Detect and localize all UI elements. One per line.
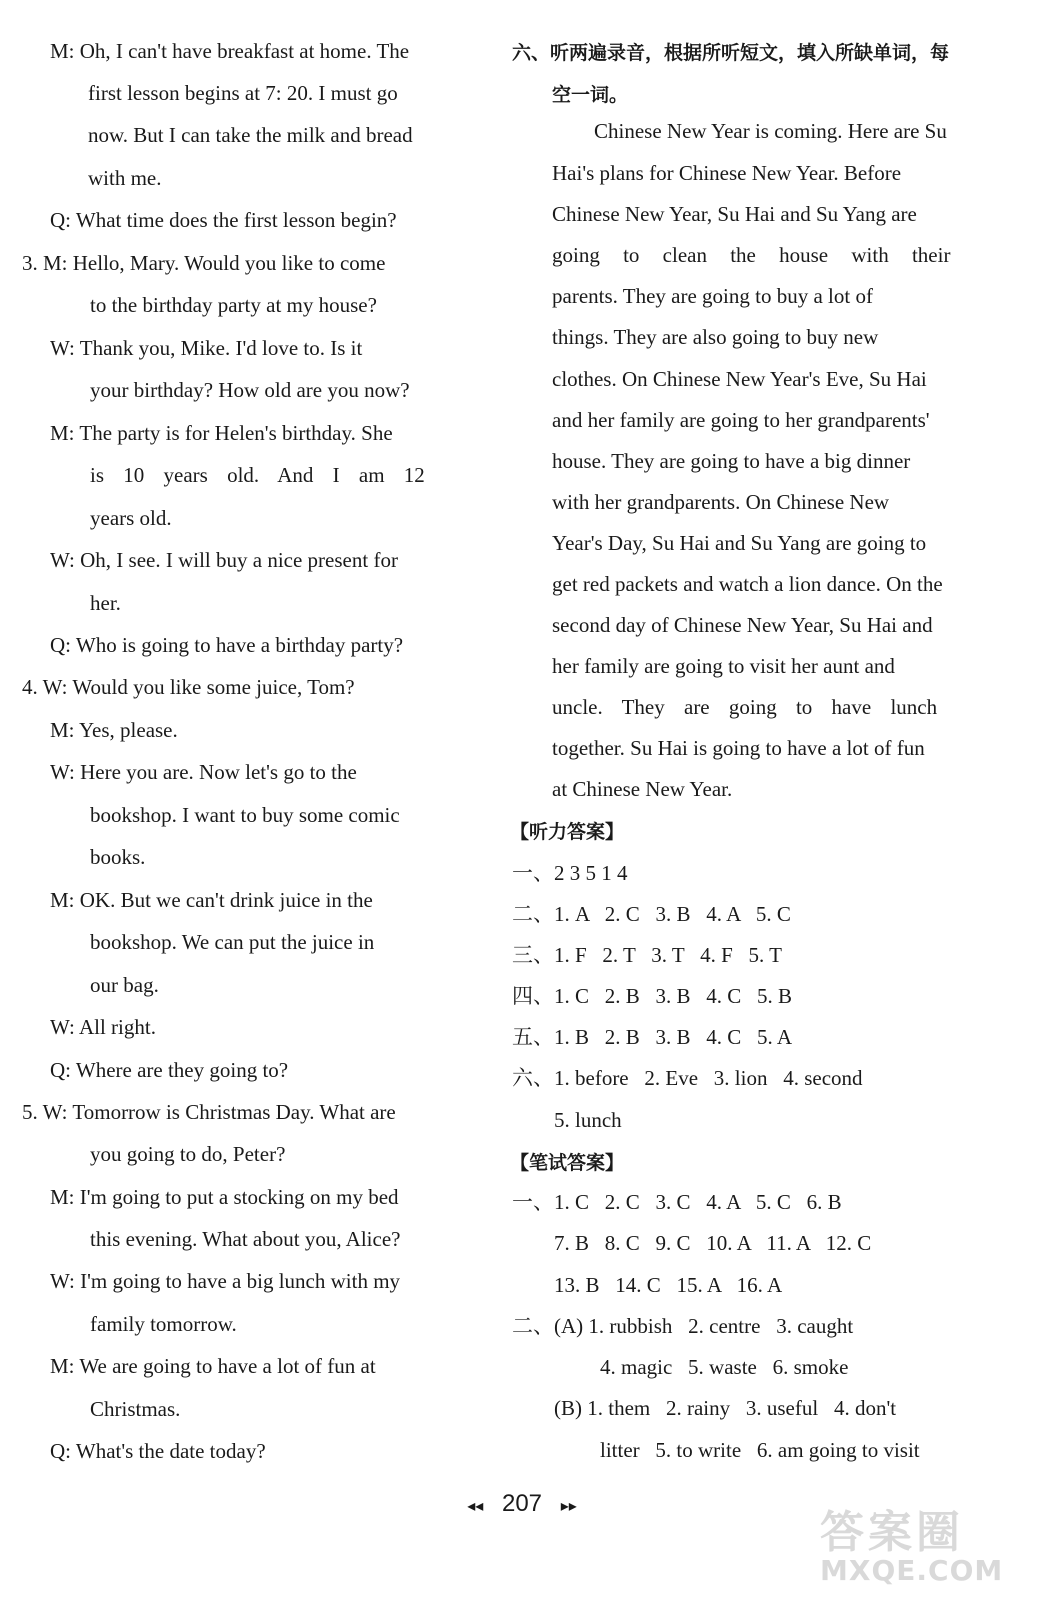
dialogue-line: books. — [90, 845, 146, 869]
dialogue-item-3: 3. M: Hello, Mary. Would you like to come — [22, 251, 386, 275]
dialogue-line: M: Yes, please. — [50, 718, 178, 742]
question-line: Q: What time does the first lesson begin? — [50, 208, 397, 232]
dialogue-line: is 10 years old. And I am 12 — [90, 463, 425, 487]
dialogue-line: M: We are going to have a lot of fun at — [50, 1354, 376, 1378]
answer-row: 五、1. B 2. B 3. B 4. C 5. A — [512, 1025, 793, 1049]
dialogue-item-5: 5. W: Tomorrow is Christmas Day. What are — [22, 1100, 396, 1124]
passage-line: things. They are also going to buy new — [552, 325, 879, 349]
prev-arrows-icon: ◂◂ — [467, 1498, 484, 1515]
passage-line: uncle. They are going to have lunch — [552, 695, 938, 719]
passage-line: and her family are going to her grandparents' — [552, 408, 930, 432]
dialogue-line: this evening. What about you, Alice? — [90, 1227, 401, 1251]
passage-line: at Chinese New Year. — [552, 777, 733, 801]
passage-line: clothes. On Chinese New Year's Eve, Su Hai — [552, 367, 927, 391]
dialogue-line: M: OK. But we can't drink juice in the — [50, 888, 373, 912]
answer-row: 一、1. C 2. C 3. C 4. A 5. C 6. B — [512, 1190, 842, 1214]
dialogue-line: bookshop. We can put the juice in — [90, 930, 375, 954]
answer-row: 4. magic 5. waste 6. smoke — [600, 1355, 849, 1379]
dialogue-line: years old. — [90, 506, 172, 530]
answer-row: 三、1. F 2. T 3. T 4. F 5. T — [512, 943, 782, 967]
dialogue-line: bookshop. I want to buy some comic — [90, 803, 400, 827]
question-line: Q: What's the date today? — [50, 1439, 266, 1463]
passage-line: Hai's plans for Chinese New Year. Before — [552, 161, 902, 185]
dialogue-line: M: Oh, I can't have breakfast at home. The — [50, 39, 410, 63]
dialogue-line: W: Thank you, Mike. I'd love to. Is it — [50, 336, 363, 360]
page-number: 207 — [501, 1490, 543, 1517]
passage-line: together. Su Hai is going to have a lot of fun — [552, 736, 925, 760]
passage-line: Chinese New Year is coming. Here are Su — [594, 119, 947, 143]
passage-line: her family are going to visit her aunt and — [552, 654, 895, 678]
dialogue-line: first lesson begins at 7: 20. I must go — [88, 81, 398, 105]
answer-row: 7. B 8. C 9. C 10. A 11. A 12. C — [554, 1231, 872, 1255]
dialogue-line: W: I'm going to have a big lunch with my — [50, 1269, 401, 1293]
dialogue-line: you going to do, Peter? — [90, 1142, 286, 1166]
watermark-logo — [820, 1507, 1030, 1590]
section-six-instruction: 六、听两遍录音，根据所听短文，填入所缺单词，每 — [512, 42, 950, 64]
dialogue-line: to the birthday party at my house? — [90, 293, 377, 317]
dialogue-line: W: All right. — [50, 1015, 156, 1039]
passage-line: with her grandparents. On Chinese New — [552, 490, 890, 514]
dialogue-line: family tomorrow. — [90, 1312, 237, 1336]
question-line: Q: Who is going to have a birthday party? — [50, 633, 404, 657]
answer-row: 5. lunch — [554, 1108, 622, 1132]
passage-line: Chinese New Year, Su Hai and Su Yang are — [552, 202, 917, 226]
answer-row: 四、1. C 2. B 3. B 4. C 5. B — [512, 984, 793, 1008]
dialogue-line: her. — [90, 591, 121, 615]
answer-row: 13. B 14. C 15. A 16. A — [554, 1273, 783, 1297]
dialogue-line: your birthday? How old are you now? — [90, 378, 410, 402]
passage-line: parents. They are going to buy a lot of — [552, 284, 873, 308]
answer-row: 一、2 3 5 1 4 — [512, 861, 628, 885]
passage-line: get red packets and watch a lion dance. On the — [552, 572, 943, 596]
dialogue-line: M: I'm going to put a stocking on my bed — [50, 1185, 399, 1209]
question-line: Q: Where are they going to? — [50, 1058, 289, 1082]
answer-row: 二、(A) 1. rubbish 2. centre 3. caught — [512, 1314, 854, 1338]
written-answers-heading: 【笔试答案】 — [510, 1152, 625, 1174]
listening-answers-heading: 【听力答案】 — [510, 821, 625, 843]
next-arrows-icon: ▸▸ — [560, 1498, 577, 1515]
dialogue-line: W: Here you are. Now let's go to the — [50, 760, 357, 784]
answer-row: 六、1. before 2. Eve 3. lion 4. second — [512, 1066, 863, 1090]
passage-line: Year's Day, Su Hai and Su Yang are going to — [552, 531, 927, 555]
dialogue-line: our bag. — [90, 973, 159, 997]
dialogue-line: Christmas. — [90, 1397, 181, 1421]
dialogue-item-4: 4. W: Would you like some juice, Tom? — [22, 675, 355, 699]
watermark-line2: MXQE.COM — [820, 1554, 1004, 1587]
dialogue-line: with me. — [88, 166, 162, 190]
passage-line: second day of Chinese New Year, Su Hai and — [552, 613, 933, 637]
passage-line: house. They are going to have a big dinner — [552, 449, 911, 473]
watermark-line1: 答案圈 — [820, 1507, 964, 1558]
dialogue-line: now. But I can take the milk and bread — [88, 123, 413, 147]
passage-line: going to clean the house with their — [552, 243, 951, 267]
section-six-instruction-cont: 空一词。 — [552, 84, 629, 106]
dialogue-line: M: The party is for Helen's birthday. She — [50, 421, 393, 445]
answer-row: litter 5. to write 6. am going to visit — [600, 1438, 920, 1462]
dialogue-line: W: Oh, I see. I will buy a nice present for — [50, 548, 398, 572]
answer-row: 二、1. A 2. C 3. B 4. A 5. C — [512, 902, 791, 926]
answer-row: (B) 1. them 2. rainy 3. useful 4. don't — [554, 1396, 897, 1420]
